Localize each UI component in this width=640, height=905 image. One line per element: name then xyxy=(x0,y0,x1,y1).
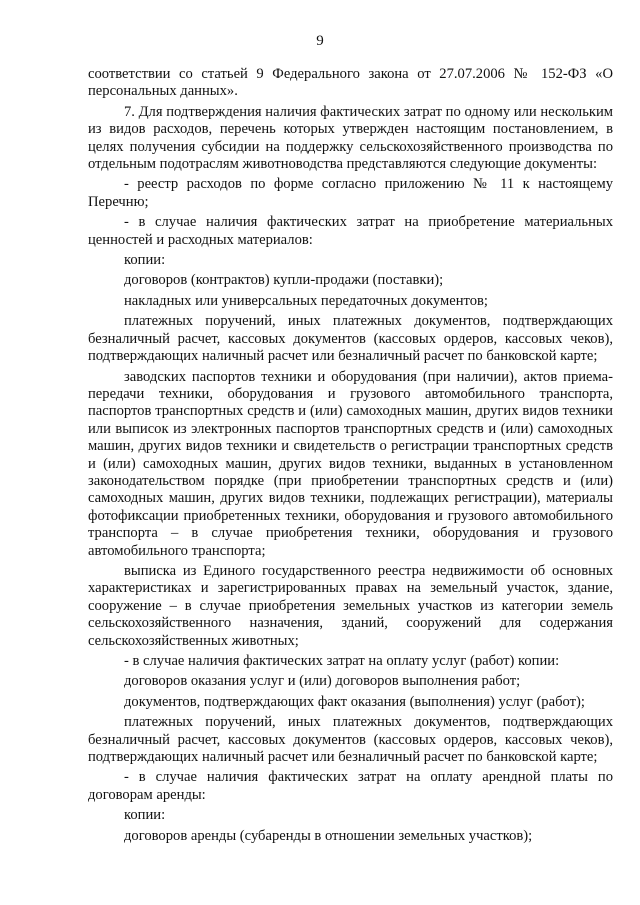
paragraph: накладных или универсальных передаточных документов; xyxy=(124,292,488,309)
paragraph: договоров оказания услуг и (или) договоров выполнения работ; xyxy=(124,673,521,690)
paragraph: платежных поручений, иных платежных документов, подтверждающих безналичный расчет, кассовых документов (кассовых ордеров, кассовых чеков), подтверждающих наличный расчет или безналичный расчет по банковской карте; xyxy=(88,714,613,766)
paragraph: 7. Для подтверждения наличия фактических затрат по одному или нескольким из видов расходов, перечень которых утвержден настоящим постановлением, в целях получения субсидии на поддержку сельскохозяйственного производства по отдельным подотраслям животноводства представляются следующие документы: xyxy=(88,103,613,173)
paragraph: - реестр расходов по форме согласно приложению № 11 к настоящему Перечню; xyxy=(88,176,613,210)
paragraph: выписка из Единого государственного реестра недвижимости об основных характеристиках и зарегистрированных правах на земельный участок, здание, сооружение – в случае приобретения земельных участков из категории земель сельскохозяйственного назначения, зданий, сооружений для содержания сельскохозяйственных животных; xyxy=(88,562,613,649)
paragraph: - в случае наличия фактических затрат на оплату арендной платы по договорам аренды: xyxy=(88,769,613,803)
paragraph: платежных поручений, иных платежных документов, подтверждающих безналичный расчет, кассовых документов (кассовых ордеров, кассовых чеков), подтверждающих наличный расчет или безналичный расчет по банковской карте; xyxy=(88,313,613,365)
paragraph: документов, подтверждающих факт оказания (выполнения) услуг (работ); xyxy=(124,693,585,710)
paragraph: договоров аренды (субаренды в отношении земельных участков); xyxy=(124,827,533,844)
page-number: 9 xyxy=(316,33,324,49)
paragraph: договоров (контрактов) купли-продажи (поставки); xyxy=(124,272,444,289)
paragraph: копии: xyxy=(124,252,166,269)
paragraph: заводских паспортов техники и оборудования (при наличии), актов приема-передачи техники, оборудования и грузового автомобильного транспорта, паспортов транспортных средств и (или) самоходных машин, других видов техники или выписок из электронных паспортов транспортных средств и (или) самоходных машин, других видов техники и свидетельств о регистрации транспортных средств и (или) самоходных машин, других видов техники, выданных в установленном законодательством порядке (при приобретении транспортных средств и (или) самоходных машин, других видов техники, подлежащих регистрации), материалы фотофиксации приобретенных техники, оборудования и грузового автомобильного транспорта – в случае приобретения техники, оборудования и грузового автомобильного транспорта; xyxy=(88,368,613,559)
paragraph: - в случае наличия фактических затрат на оплату услуг (работ) копии: xyxy=(124,653,560,669)
paragraph: соответствии со статьей 9 Федерального закона от 27.07.2006 № 152-ФЗ «О персональных данных». xyxy=(88,66,613,100)
paragraph: - в случае наличия фактических затрат на приобретение материальных ценностей и расходных материалов: xyxy=(88,214,613,248)
paragraph: копии: xyxy=(124,807,166,824)
document-body xyxy=(88,66,613,848)
